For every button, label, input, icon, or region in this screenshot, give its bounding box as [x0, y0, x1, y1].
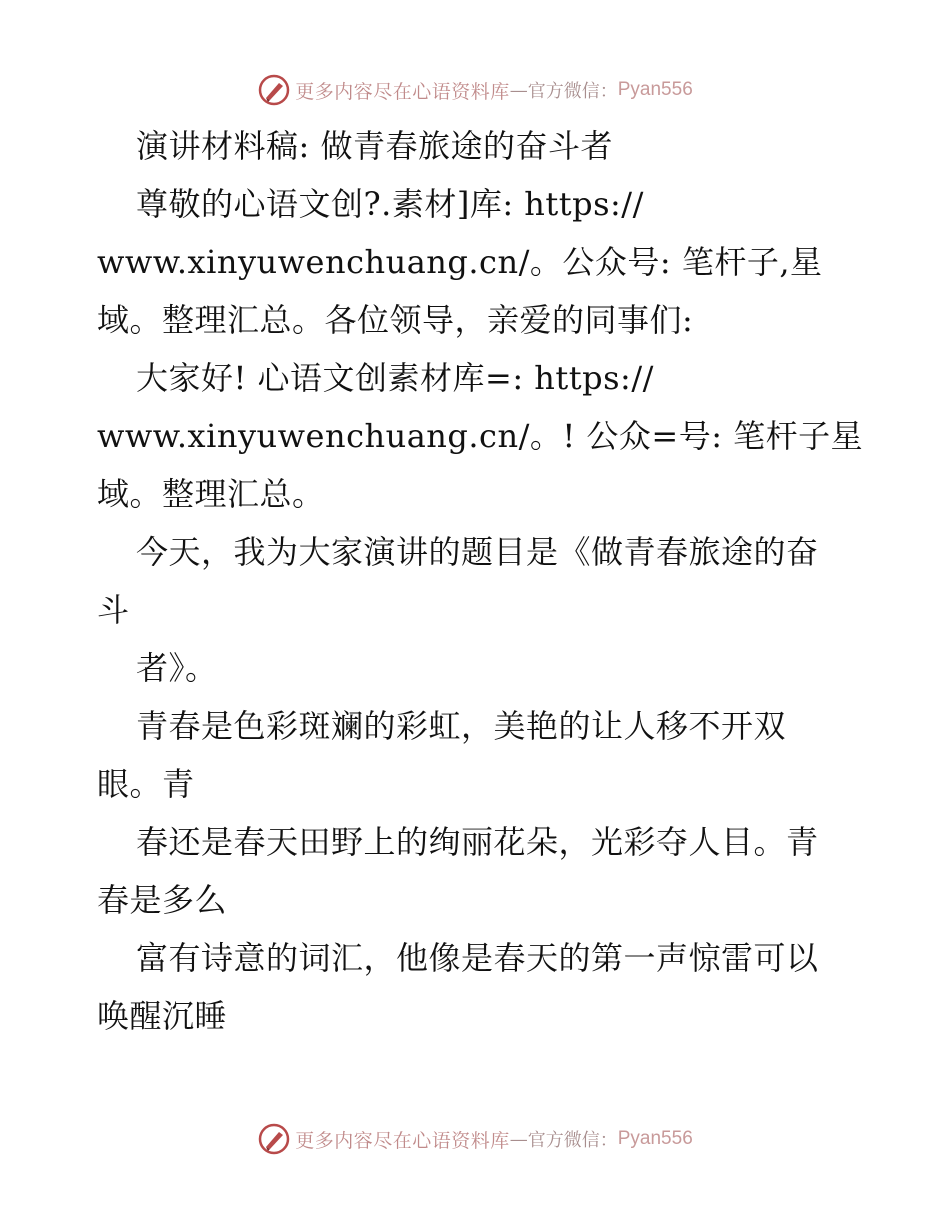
doc-line: 春还是春天田野上的绚丽花朵，光彩夺人目。青: [136, 823, 819, 861]
doc-line: 今天，我为大家演讲的题目是《做青春旅途的奋: [136, 533, 819, 571]
footer-banner-text: 更多内容尽在心语资料库: [295, 1129, 510, 1152]
pen-circle-logo-icon: [257, 73, 291, 107]
footer-banner: [0, 1117, 950, 1161]
pen-circle-logo-icon: [257, 1122, 291, 1156]
doc-line: 眼。青: [97, 765, 195, 803]
doc-line: 青春是色彩斑斓的彩虹，美艳的让人移不开双: [136, 707, 787, 745]
doc-line: 域。整理汇总。: [97, 475, 325, 513]
doc-line: www.xinyuwenchuang.cn/。公众号: 笔杆子,星: [97, 243, 823, 281]
doc-line: 者》。: [136, 649, 218, 687]
footer-banner-wechat-id: Pyan556: [617, 1128, 693, 1149]
doc-line: 唤醒沉睡: [97, 997, 228, 1035]
doc-line: 春是多么: [97, 881, 228, 919]
doc-line: 富有诗意的词汇，他像是春天的第一声惊雷可以: [136, 939, 819, 977]
doc-line: 斗: [97, 591, 130, 629]
doc-line: 域。整理汇总。各位领导，亲爱的同事们:: [97, 301, 694, 339]
header-banner-text: 更多内容尽在心语资料库: [295, 80, 510, 103]
doc-line: www.xinyuwenchuang.cn/。! 公众=号: 笔杆子星: [97, 417, 864, 455]
header-banner-wechat-label: 官方微信：: [527, 81, 618, 102]
header-banner: [0, 68, 950, 112]
header-banner-dash: —: [509, 79, 528, 101]
footer-banner-wechat-label: 官方微信：: [527, 1130, 618, 1151]
doc-line: 尊敬的心语文创?.素材]库: https://: [136, 185, 644, 223]
footer-banner-dash: —: [509, 1128, 528, 1150]
header-banner-wechat-id: Pyan556: [617, 79, 693, 100]
doc-line: 演讲材料稿: 做青春旅途的奋斗者: [136, 127, 613, 165]
doc-line: 大家好! 心语文创素材库=: https://: [136, 359, 654, 397]
